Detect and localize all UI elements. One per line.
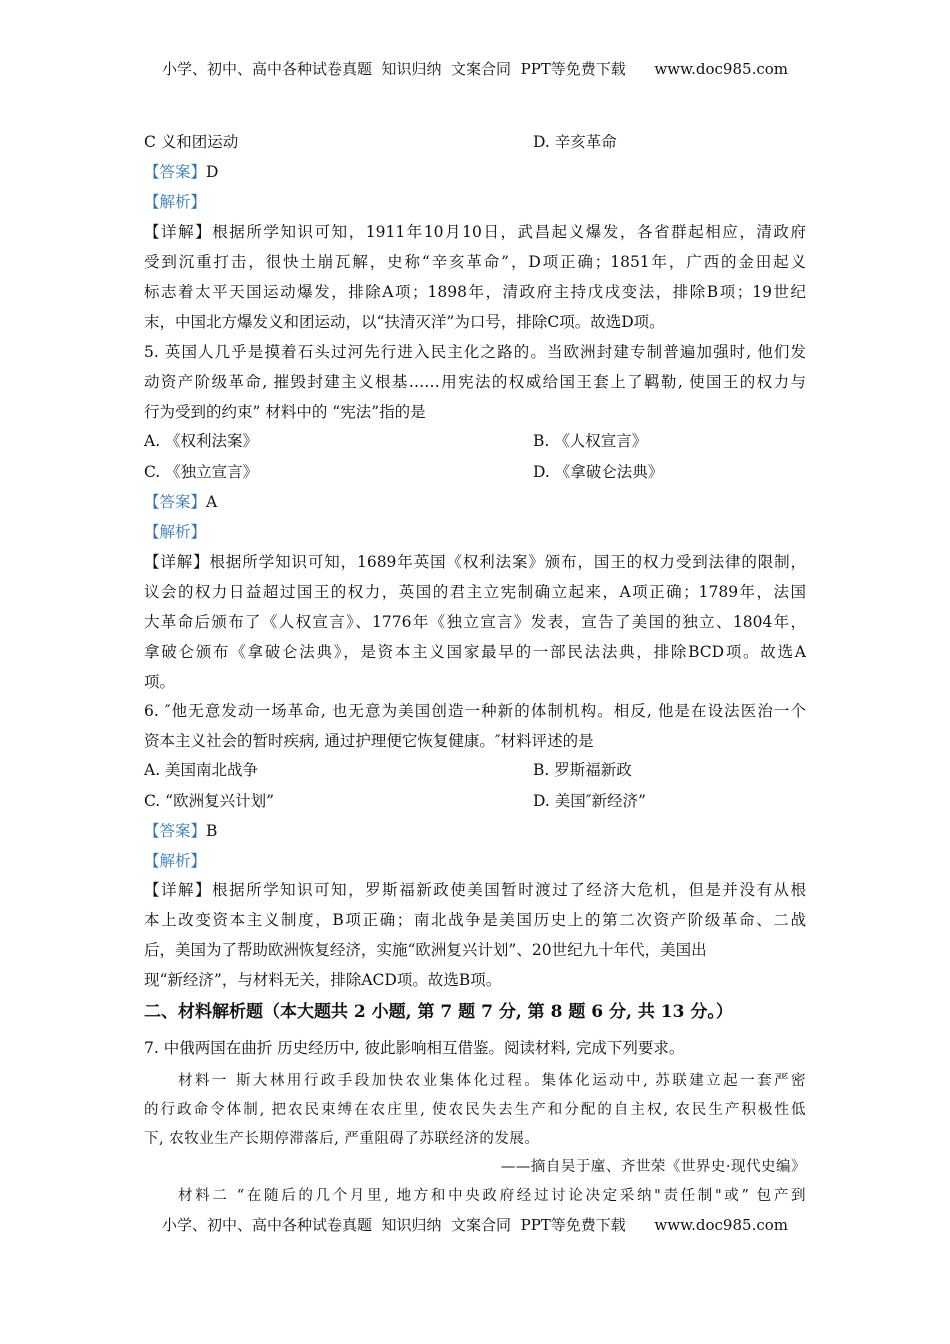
q4-detail-line: 受到沉重打击，很快土崩瓦解，史称“辛亥革命”，D项正确；1851年，广西的金田起义 <box>144 253 806 271</box>
q5-answer <box>144 492 806 512</box>
answer-tag: 【答案】 <box>144 493 207 511</box>
q5-detail-line: 【详解】根据所学知识可知，1689年英国《权利法案》颁布，国王的权力受到法律的限制， <box>144 553 806 571</box>
q4-detail-line: 末，中国北方爆发义和团运动，以“扶清灭洋”为口号，排除C项。故选D项。 <box>144 313 665 331</box>
q6-stem-line: 6. ″他无意发动一场革命, 也无意为美国创造一种新的体制机构。相反, 他是在设法医治一个 <box>144 702 806 720</box>
material1-source: ——摘自吴于廑、齐世荣《世界史·现代史编》 <box>500 1159 806 1175</box>
q5-analysis-tag: 【解析】 <box>144 523 207 541</box>
q6-detail-line: 后，美国为了帮助欧洲恢复经济，实施“欧洲复兴计划”、20世纪九十年代，美国出 <box>144 941 707 959</box>
section-title: 二、材料解析题（本大题共 2 小题, 第 7 题 7 分, 第 8 题 6 分, 共 13 分。） <box>144 1002 733 1022</box>
q5-detail-line: 议会的权力日益超过国王的权力，英国的君主立宪制确立起来，A项正确；1789年，法国 <box>144 583 806 601</box>
q5-option-d: D. 《拿破仑法典》 <box>533 463 664 481</box>
material1-line: 下, 农牧业生产长期停滞落后, 严重阻碍了苏联经济的发展。 <box>144 1131 540 1147</box>
q6-option-a: A. 美国南北战争 <box>144 761 259 779</box>
q4-detail-line: 标志着太平天国运动爆发，排除A项；1898年，清政府主持戊戌变法，排除B项；19世纪 <box>144 283 806 301</box>
q5-detail-line: 拿破仑颁布《拿破仑法典》，是资本主义国家最早的一部民法法典，排除BCD项。故选A <box>144 643 806 661</box>
q6-detail-line: 【详解】根据所学知识可知，罗斯福新政使美国暂时渡过了经济大危机，但是并没有从根 <box>144 881 806 899</box>
q7-stem: 7. 中俄两国在曲折 历史经历中, 彼此影响相互借鉴。阅读材料, 完成下列要求。 <box>144 1039 685 1057</box>
q6-detail-line: 本上改变资本主义制度，B项正确；南北战争是美国历史上的第二次资产阶级革命、二战 <box>144 911 806 929</box>
q4-option-d: D. 辛亥革命 <box>533 133 617 151</box>
q6-option-d: D. 美国″新经济” <box>533 792 646 810</box>
q5-detail-line: 大革命后颁布了《人权宣言》、1776年《独立宣言》发表，宣告了美国的独立、1804年， <box>144 613 806 631</box>
q5-stem-line: 动资产阶级革命, 摧毁封建主义根基……用宪法的权威给国王套上了羁勒, 使国王的权力与 <box>144 373 806 391</box>
answer-tag: 【答案】 <box>144 822 207 840</box>
material1-line: 的行政命令体制, 把农民束缚在农庄里, 使农民失去生产和分配的自主权, 农民生产积极性低 <box>144 1102 806 1118</box>
q5-detail-line: 项。 <box>144 673 176 691</box>
q5-stem-line: 行为受到的约束” 材料中的 “宪法”指的是 <box>144 403 426 421</box>
page-footer: 小学、初中、高中各种试卷真题 知识归纳 文案合同 PPT等免费下载 www.doc985.com <box>161 1216 788 1234</box>
q6-answer <box>144 821 806 841</box>
q6-option-c: C. “欧洲复兴计划” <box>144 792 275 810</box>
answer-value: A <box>206 493 218 511</box>
q6-option-b: B. 罗斯福新政 <box>533 761 632 779</box>
q5-option-b: B. 《人权宣言》 <box>533 432 648 450</box>
answer-value: D <box>206 163 219 181</box>
answer-tag: 【答案】 <box>144 163 207 181</box>
q5-option-a: A. 《权利法案》 <box>144 432 259 450</box>
q5-stem-line: 5. 英国人几乎是摸着石头过河先行进入民主化之路的。当欧洲封建专制普遍加强时, 他们发 <box>144 343 806 361</box>
q6-stem-line: 资本主义社会的暂时疾病, 通过护理便它恢复健康。″材料评述的是 <box>144 732 594 750</box>
material1-line: 材料一 斯大林用行政手段加快农业集体化过程。集体化运动中, 苏联建立起一套严密 <box>178 1073 806 1089</box>
q6-detail-line: 现“新经济”，与材料无关，排除ACD项。故选B项。 <box>144 971 502 989</box>
q4-analysis-tag: 【解析】 <box>144 193 207 211</box>
q4-detail-line: 【详解】根据所学知识可知，1911年10月10日，武昌起义爆发，各省群起相应，清政府 <box>144 223 806 241</box>
q4-answer <box>144 162 806 182</box>
q4-option-c: C 义和团运动 <box>144 133 239 151</box>
q6-analysis-tag: 【解析】 <box>144 852 207 870</box>
page-header: 小学、初中、高中各种试卷真题 知识归纳 文案合同 PPT等免费下载 www.doc985.com <box>161 60 788 78</box>
answer-value: B <box>206 822 218 840</box>
q5-option-c: C. 《独立宣言》 <box>144 463 259 481</box>
material2-line: 材料二 “在随后的几个月里, 地方和中央政府经过讨论决定采纳"责任制"或” 包产到 <box>178 1188 806 1204</box>
